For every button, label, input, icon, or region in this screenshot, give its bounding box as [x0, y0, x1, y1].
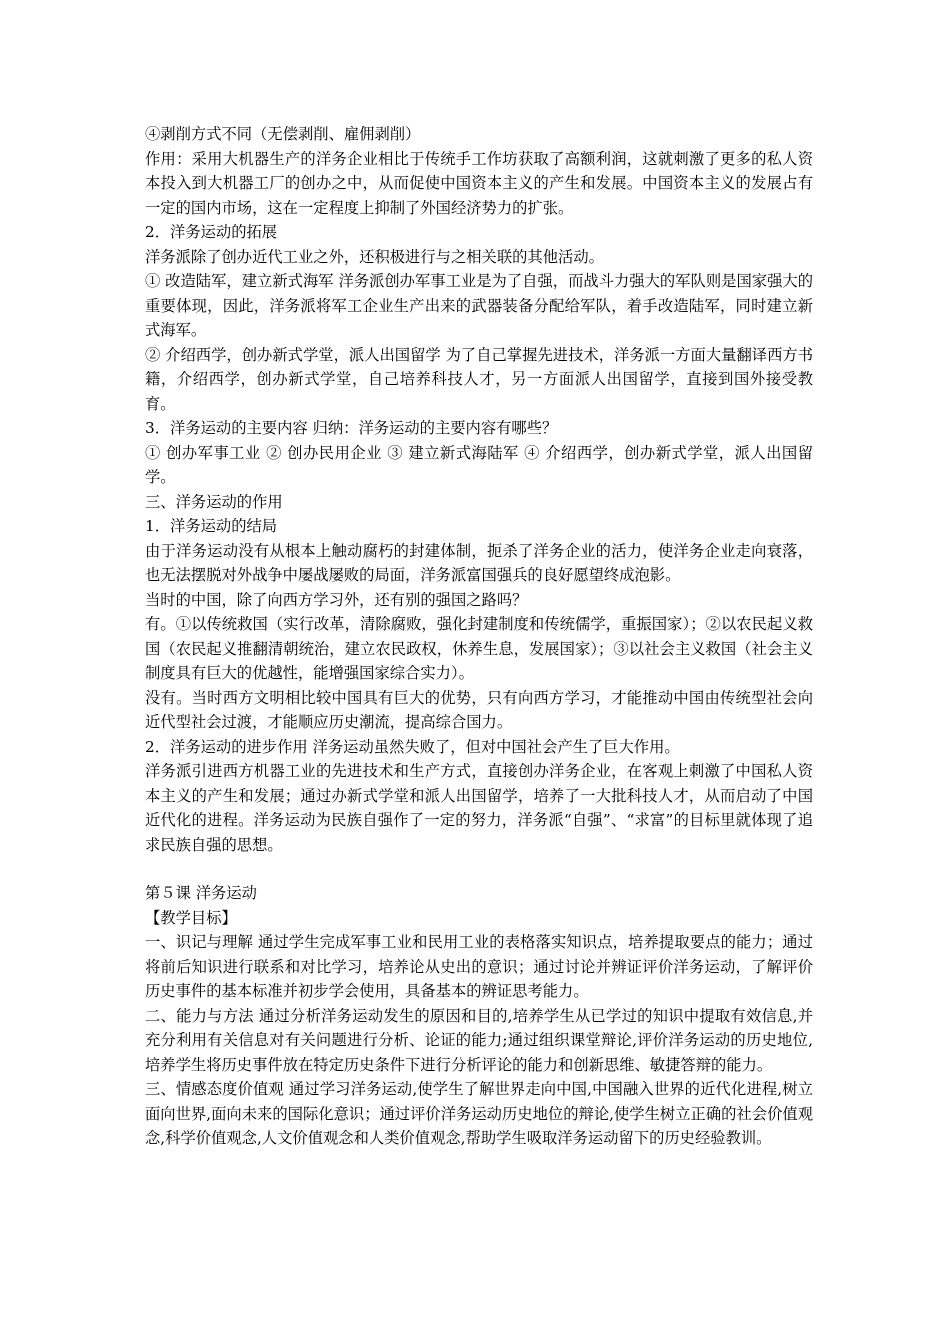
document-page: [145, 122, 813, 1151]
paragraph-expansion-intro: 洋务派除了创办近代工业之外，还积极进行与之相关联的其他活动。: [145, 247, 604, 266]
heading-main-content: 3．洋务运动的主要内容 归纳：洋务运动的主要内容有哪些？: [145, 419, 558, 437]
paragraph-answer-no: 没有。当时西方文明相比较中国具有巨大的优势，只有向西方学习，才能推动中国由传统型社会向近代型社会过渡，才能顺应历史潮流，提高综合国力。: [145, 688, 813, 731]
paragraph-main-content-list: ① 创办军事工业 ② 创办民用企业 ③ 建立新式海陆军 ④ 介绍西学，创办新式学堂，派人出国留学。: [145, 443, 813, 486]
paragraph-goal-knowledge: 一、识记与理解 通过学生完成军事工业和民用工业的表格落实知识点，培养提取要点的能力；通过将前后知识进行联系和对比学习，培养论从史出的意识；通过讨论并辨证评价洋务运动，了解评价历史事件的基本标准并初步学会使用，具备基本的辨证思考能力。: [145, 933, 813, 1000]
paragraph-progress: 洋务派引进西方机器工业的先进技术和生产方式，直接创办洋务企业，在客观上刺激了中国私人资本主义的产生和发展；通过办新式学堂和派人出国留学，培养了一大批科技人才，从而启动了中国近代化的进程。洋务运动为民族自强作了一定的努力，洋务派“自强”、“求富”的目标里就体现了追求民族自强的思想。: [145, 762, 813, 854]
heading-expansion: 2．洋务运动的拓展: [145, 223, 278, 241]
paragraph-goal-values: 三、情感态度价值观 通过学习洋务运动,使学生了解世界走向中国,中国融入世界的近代化进程,树立面向世界,面向未来的国际化意识；通过评价洋务运动历史地位的辩论,使学生树立正确的社会价值观念,科学价值观念,人文价值观念和人类价值观念,帮助学生吸取洋务运动留下的历史经验教训。: [145, 1080, 813, 1147]
paragraph-question: 当时的中国，除了向西方学习外，还有别的强国之路吗？: [145, 590, 528, 609]
paragraph-goal-ability: 二、能力与方法 通过分析洋务运动发生的原因和目的,培养学生从已学过的知识中提取有效信息,并充分利用有关信息对有关问题进行分析、论证的能力;通过组织课堂辩论,评价洋务运动的历史地位,培养学生将历史事件放在特定历史条件下进行分析评论的能力和创新思维、敏捷答辩的能力。: [145, 1006, 813, 1074]
lesson-title: 第５课 洋务运动: [145, 884, 257, 902]
paragraph-answer-yes: 有。①以传统救国（实行改革，清除腐败，强化封建制度和传统儒学，重振国家）；②以农民起义救国（农民起义推翻清朝统治，建立农民政权，休养生息，发展国家）；③以社会主义救国（社会主义制度具有巨大的优越性，能增强国家综合实力）。: [145, 615, 813, 682]
paragraph-effect: 作用：采用大机器生产的洋务企业相比于传统手工作坊获取了高额利润，这就刺激了更多的私人资本投入到大机器工厂的创办之中，从而促使中国资本主义的产生和发展。中国资本主义的发展占有一定的国内市场，这在一定程度上抑制了外国经济势力的扩张。: [145, 149, 813, 217]
paragraph-exploitation: ④剥削方式不同（无偿剥削、雇佣剥削）: [145, 125, 421, 143]
paragraph-western-learning: ② 介绍西学，创办新式学堂，派人出国留学 为了自己掌握先进技术，洋务派一方面大量翻译西方书籍，介绍西学，创办新式学堂，自己培养科技人才，另一方面派人出国留学，直接到国外接受教育。: [145, 345, 813, 413]
heading-progress: 2．洋务运动的进步作用 洋务运动虽然失败了，但对中国社会产生了巨大作用。: [145, 737, 680, 756]
section-gap: [145, 857, 813, 881]
heading-outcome: 1．洋务运动的结局: [145, 517, 278, 535]
paragraph-army-navy: ① 改造陆军，建立新式海军 洋务派创办军事工业是为了自强，而战斗力强大的军队则是国家强大的重要体现，因此，洋务派将军工企业生产出来的武器装备分配给军队，着手改造陆军，同时建立新式海军。: [145, 272, 813, 339]
heading-role: 三、洋务运动的作用: [145, 492, 283, 511]
paragraph-outcome: 由于洋务运动没有从根本上触动腐朽的封建体制，扼杀了洋务企业的活力，使洋务企业走向衰落，也无法摆脱对外战争中屡战屡败的局面，洋务派富国强兵的良好愿望终成泡影。: [145, 541, 813, 584]
heading-teaching-goals: 【教学目标】: [145, 908, 237, 927]
